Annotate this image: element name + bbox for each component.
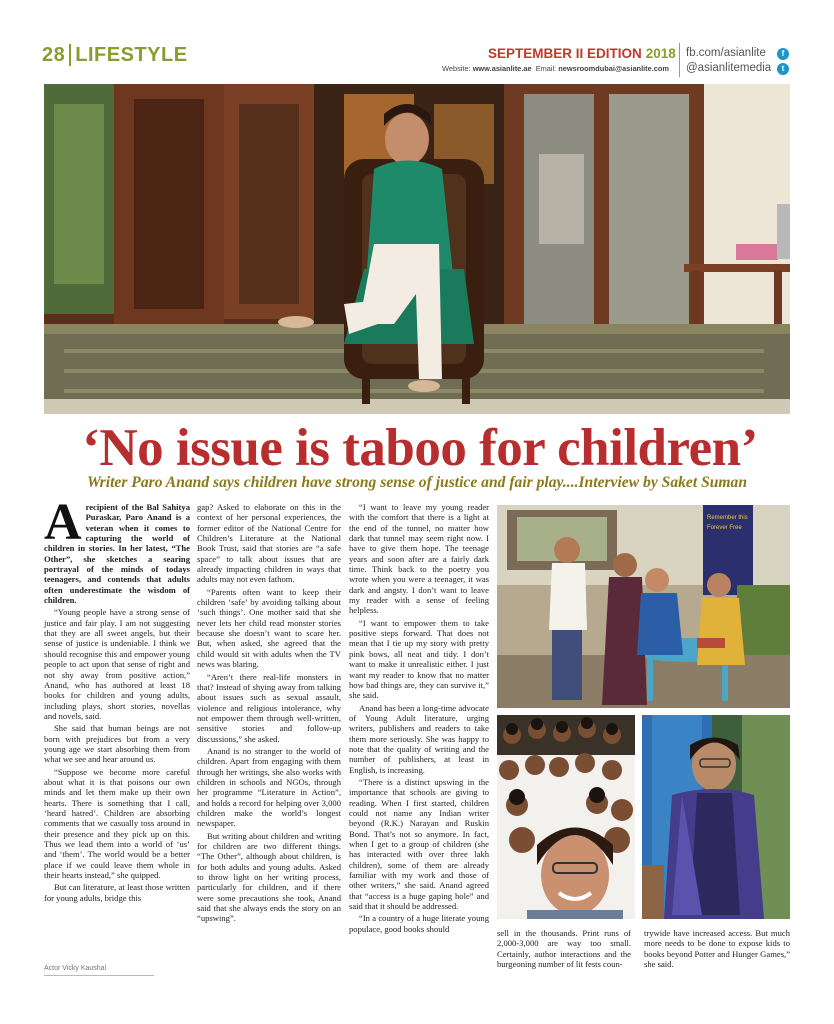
facebook-handle[interactable]: fb.com/asianlite <box>686 47 766 59</box>
facebook-icon[interactable]: f <box>777 48 789 60</box>
body-paragraph: “In a country of a huge literate young populace, good books should <box>349 913 489 934</box>
lead-text: recipient of the Bal Sahitya Puraskar, Paro Anand is a veteran when it comes to capturing the world of children in stories. In her latest, “The Other”, she sketches a searing portrayal of the minds of todays teenagers, and contends that adults often underestimate the wisdom of children. <box>44 502 190 606</box>
edition-name: SEPTEMBER II EDITION <box>488 46 642 61</box>
body-paragraph: She said that human beings are not born with prejudices but from a very young age we start absorbing them from what we see and hear around us. <box>44 723 190 765</box>
photo-caption: Actor Vicky Kaushal <box>44 965 107 972</box>
lead-paragraph <box>44 494 190 606</box>
contact-line <box>442 64 669 73</box>
article-subheadline: Writer Paro Anand says children have strong sense of justice and fair play....Interview by Saket Suman <box>86 474 748 491</box>
article-column-2 <box>197 502 341 926</box>
edition-year: 2018 <box>645 46 676 61</box>
body-paragraph: “I want to empower them to take positive steps forward. That does not mean that I tie up my story with pretty pink bows, all neat and tidy. I don’t want to make it unrealistic either. I just want my reader to know that no matter how bad things are, they can survive it,” she said. <box>349 617 489 701</box>
author-portrait-photo <box>642 715 790 919</box>
page-number: 28 <box>42 44 66 66</box>
social-handles <box>686 46 771 76</box>
body-paragraph: But can literature, at least those written for young adults, bridge this <box>44 882 190 903</box>
header-divider <box>679 43 680 77</box>
body-paragraph: gap? Asked to elaborate on this in the context of her personal experiences, the former editor of the National Centre for Children’s Literature at the National Book Trust, said that stories are “a safe space” to talk about issues that are already impacting children in ways that adults may not even fathom. <box>197 502 341 585</box>
body-paragraph: “There is a distinct upswing in the importance that schools are giving to reading. When I first started, children could not name any Indian writer beyond (R.K.) Narayan and Ruskin Bond. That’s not so anymore. In fact, when I get to a group of children (she has interacted with over three lakh children), some of them are already familiar with my work and those of other writers,” she said. Anand agreed that “access is a huge gaping hole” and said that it should be addressed. <box>349 776 489 912</box>
article-headline: ‘No issue is taboo for children’ <box>82 419 758 477</box>
body-paragraph: “Parents often want to keep their children ‘safe’ by avoiding talking about ‘such things’. One mother said that she never lets her child read monster stories because she doesn’t want to scare her. But, when asked, she agreed that the child would sit with adults when the TV news was blaring. <box>197 586 341 670</box>
twitter-handle[interactable]: @asianlitemedia <box>686 62 772 74</box>
article-column-5-tail: trywide have increased access. But much more needs to be done to expose kids to books beyond Potter and Hunger Games,” she said. <box>644 928 790 970</box>
poster-text-2: Forever Free <box>707 525 742 531</box>
article-column-1 <box>44 494 190 905</box>
twitter-icon[interactable]: t <box>777 63 789 75</box>
article-column-4-tail: sell in the thousands. Print runs of 2,000-3,000 are way too small. Certainly, author interactions and the burgeoning number of lit fests coun- <box>497 928 631 970</box>
body-paragraph: Anand is no stranger to the world of children. Apart from engaging with them through her writings, she also works with children in schools and NGOs, through her programme “Literature in Action”, and holds a record for helping over 3,000 children make the world’s longest newspaper. <box>197 745 341 829</box>
hero-photo <box>44 84 790 414</box>
children-selfie-photo <box>497 715 635 919</box>
page-header-section <box>42 44 188 67</box>
body-paragraph: “Suppose we become more careful about what it is that poisons our own minds and let them make up their own hearts. There is something that I call, ‘heard hatred’. Children are absorbing comments that we casually toss around in their presence and they pick up on this. Thus we lead them into a world of ‘us’ and ‘them’. The world would be a better place if we could leave them whole in their hearts instead,” she quipped. <box>44 766 190 881</box>
dropcap: A <box>44 494 82 551</box>
email-label: Email: <box>535 64 557 73</box>
website-link[interactable]: www.asianlite.ae <box>472 64 532 73</box>
body-paragraph: “Aren’t there real-life monsters in that? Instead of shying away from talking about issues such as sexual assault, violence and religious intolerance, why not empower them through well-written, sensitive stories and follow-up discussions,” she asked. <box>197 671 341 744</box>
group-photo <box>497 505 790 708</box>
website-label: Website: <box>442 64 471 73</box>
email-link[interactable]: newsroomdubai@asianlite.com <box>558 64 669 73</box>
body-paragraph: “I want to leave my young reader with the comfort that there is a light at the end of the tunnel, no matter how dark that tunnel may seem right now. I have to give them hope. The teenage years and soon after are a fairly dark time. Think back to the poetry you wrote when you were a teenager, it was dark and angsty. I don’t want to leave my reader with a sense of feeling helpless. <box>349 502 489 616</box>
body-paragraph: But writing about children and writing for children are two different things. “The Other”, although about children, is for both adults and young adults. Asked to throw light on her writing process, particularly for children, and if there were some precautions she took, Anand said that she always ends the story on an “upswing”. <box>197 830 341 924</box>
edition-label <box>488 46 676 61</box>
poster-text-1: Remember this <box>707 515 748 521</box>
article-column-3 <box>349 502 489 936</box>
body-paragraph: “Young people have a strong sense of justice and fair play. I am not suggesting that they are all sweet angels, but their sense of justice is undeniable. I think we should recognise this and empower young people to act upon that sense of right and not shy away from positive action,” Anand, who has authored at least 18 books for children and young adults, including plays, short stories, novellas and novels, said. <box>44 607 190 721</box>
section-title: LIFESTYLE <box>69 44 187 66</box>
caption-rule <box>44 975 154 976</box>
body-paragraph: Anand has been a long-time advocate of Young Adult literature, urging writers, publishers and readers to take them more seriously. She was happy to note that the quality of writing and the number of publishers, at least in English, is increasing. <box>349 702 489 775</box>
